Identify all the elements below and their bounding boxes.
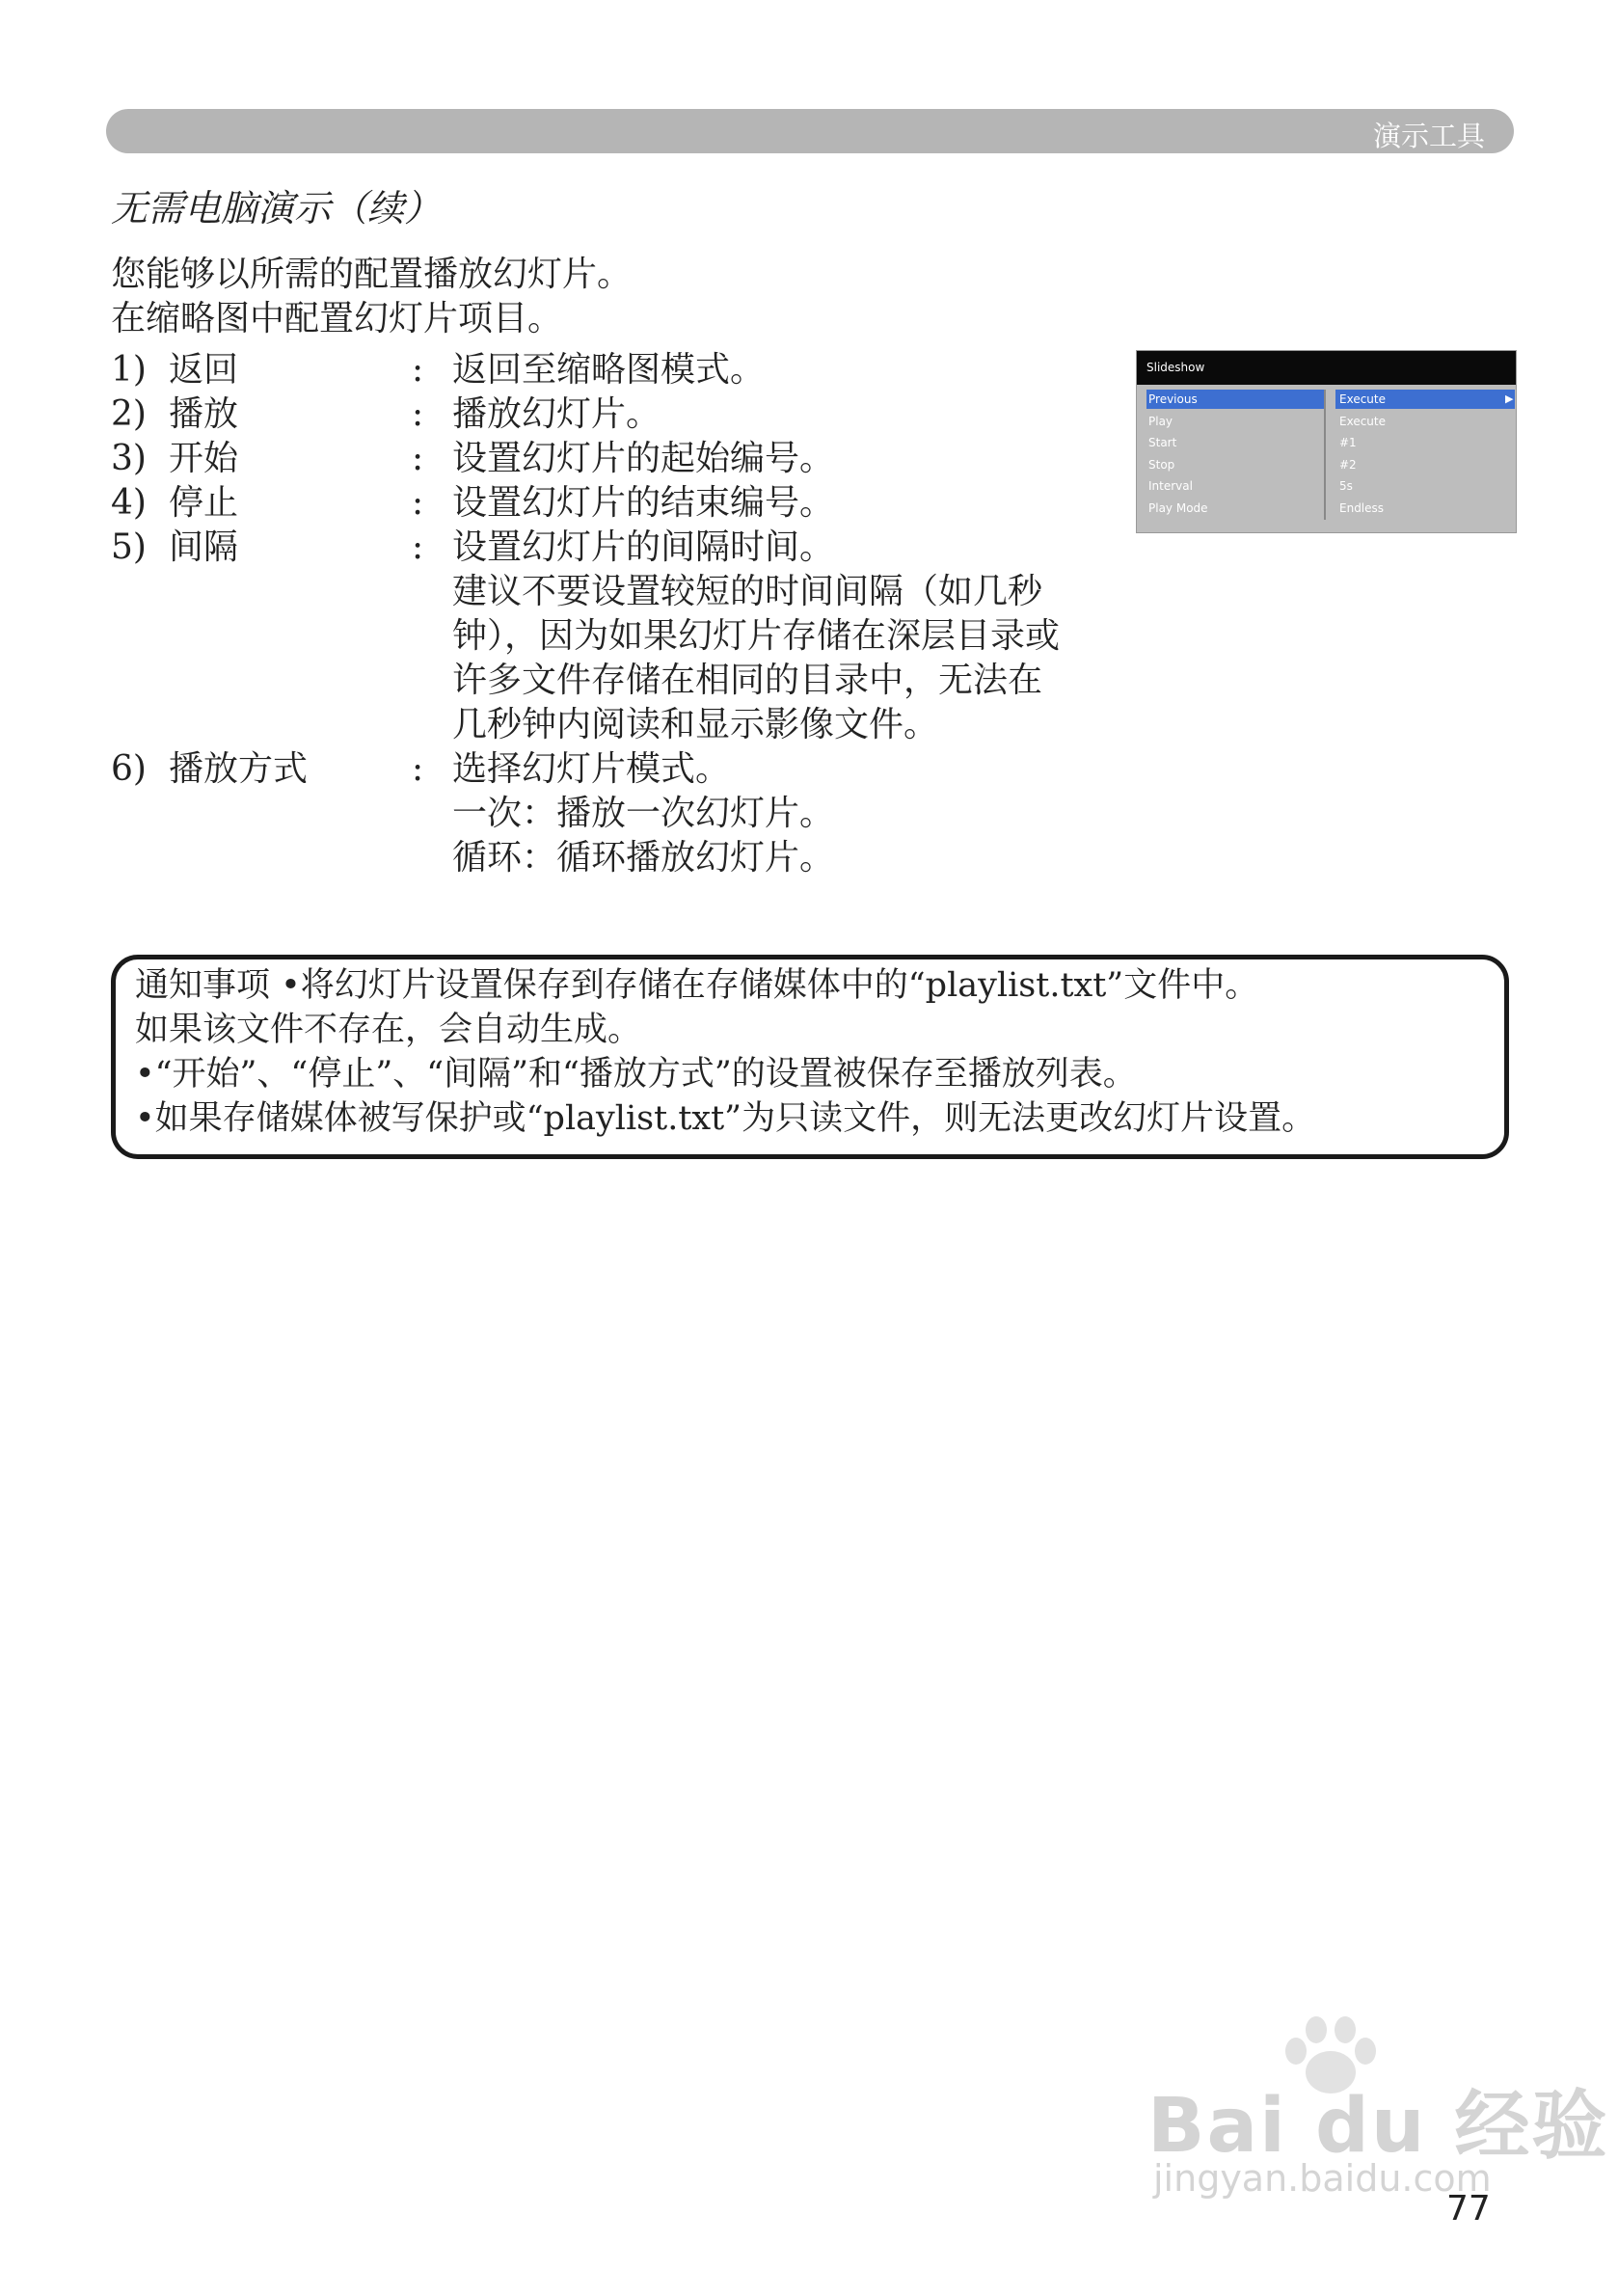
item-label: 停止: [169, 483, 239, 523]
item-label: 播放: [169, 394, 239, 434]
watermark-brand: Bai du 经验: [1147, 2083, 1609, 2170]
osd-row-value: 5s: [1339, 479, 1353, 493]
item-label: 开始: [169, 439, 239, 478]
osd-row-start[interactable]: [1146, 433, 1493, 455]
item-description: 设置幻灯片的起始编号。: [452, 439, 835, 478]
list-item: [111, 481, 1060, 526]
header-title: 演示工具: [1372, 120, 1485, 152]
item-extra-line: 许多文件存储在相同的目录中，无法在: [452, 661, 1043, 700]
osd-row-previous[interactable]: [1146, 390, 1514, 412]
item-description: 设置幻灯片的间隔时间。: [452, 527, 835, 567]
notice-line: 如果该文件不存在，会自动生成。: [135, 1011, 642, 1049]
notice-line: 通知事项 •将幻灯片设置保存到存储在存储媒体中的“playlist.txt”文件中。: [135, 966, 1259, 1005]
item-extra-line: 建议不要设置较短的时间间隔（如几秒: [452, 572, 1043, 611]
osd-row-play-mode[interactable]: [1146, 499, 1493, 521]
item-colon: :: [412, 749, 424, 789]
item-extra-line: 一次：播放一次幻灯片。: [452, 794, 835, 833]
item-description: 返回至缩略图模式。: [452, 350, 766, 390]
notice-line: •“开始”、“停止”、“间隔”和“播放方式”的设置被保存至播放列表。: [135, 1055, 1137, 1094]
osd-row-value: #2: [1339, 457, 1357, 472]
arrow-right-icon: ▶: [1505, 392, 1514, 405]
item-colon: :: [412, 483, 424, 523]
item-number: 1): [111, 350, 147, 390]
list-item: [111, 747, 1060, 880]
osd-row-value: Execute: [1339, 392, 1386, 406]
list-item: [111, 526, 1060, 747]
osd-row-stop[interactable]: [1146, 455, 1493, 477]
item-colon: :: [412, 439, 424, 478]
item-colon: :: [412, 350, 424, 390]
item-colon: :: [412, 527, 424, 567]
notice-box: [111, 955, 1509, 1159]
item-description: 设置幻灯片的结束编号。: [452, 483, 835, 523]
osd-title: Slideshow: [1146, 361, 1205, 374]
list-item: [111, 437, 1060, 481]
item-list: [111, 348, 1060, 880]
osd-row-label: Previous: [1148, 392, 1198, 406]
item-label: 间隔: [169, 527, 239, 567]
item-label: 返回: [169, 350, 239, 390]
osd-row-label: Play Mode: [1148, 500, 1208, 515]
osd-row-label: Interval: [1148, 479, 1193, 493]
item-description: 选择幻灯片模式。: [452, 749, 731, 789]
list-item: [111, 348, 1060, 392]
page-number: 77: [1446, 2189, 1491, 2228]
item-number: 3): [111, 439, 147, 478]
item-extra-line: 几秒钟内阅读和显示影像文件。: [452, 705, 939, 744]
intro-text: [111, 253, 632, 341]
osd-row-value: Endless: [1339, 500, 1385, 515]
item-colon: :: [412, 394, 424, 434]
item-label: 播放方式: [169, 749, 309, 789]
osd-menu: [1146, 390, 1514, 520]
osd-row-label: Play: [1148, 414, 1173, 428]
item-number: 2): [111, 394, 147, 434]
list-item: [111, 392, 1060, 437]
osd-row-interval[interactable]: [1146, 476, 1493, 499]
osd-row-value: #1: [1339, 436, 1357, 449]
osd-titlebar: [1137, 351, 1516, 385]
slideshow-menu-screenshot: [1136, 350, 1517, 533]
intro-line: 您能够以所需的配置播放幻灯片。: [111, 255, 633, 294]
item-extra-line: 钟），因为如果幻灯片存储在深层目录或: [452, 616, 1061, 656]
osd-row-value: Execute: [1339, 414, 1386, 428]
osd-row-label: Start: [1148, 436, 1177, 449]
intro-line: 在缩略图中配置幻灯片项目。: [111, 299, 563, 338]
header-bar: [106, 109, 1514, 153]
notice-line: •如果存储媒体被写保护或“playlist.txt”为只读文件，则无法更改幻灯片设置。: [135, 1099, 1316, 1138]
osd-row-label: Stop: [1148, 457, 1175, 472]
item-number: 4): [111, 483, 147, 523]
osd-row-play[interactable]: [1146, 412, 1493, 434]
item-description: 播放幻灯片。: [452, 394, 661, 434]
section-title: 无需电脑演示（续）: [111, 187, 442, 230]
item-number: 6): [111, 749, 147, 789]
item-extra-line: 循环：循环播放幻灯片。: [452, 838, 835, 878]
item-number: 5): [111, 527, 147, 567]
watermark-url: jingyan.baidu.com: [1153, 2157, 1492, 2200]
